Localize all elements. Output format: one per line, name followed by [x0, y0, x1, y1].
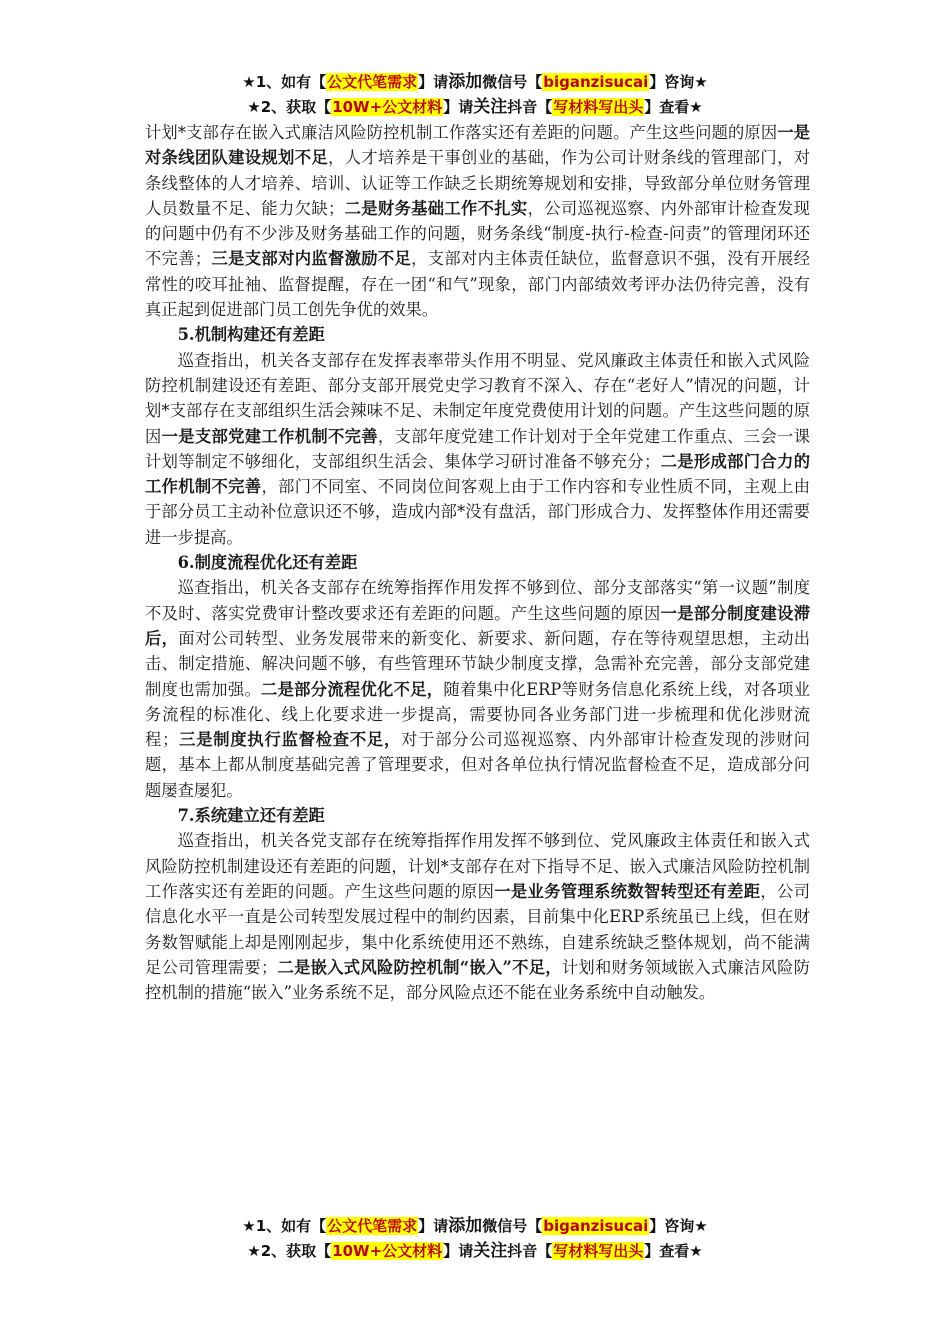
- highlight-text: 公文代笔需求: [327, 73, 418, 91]
- bold-text: 三是制度执行监督检查不足，: [178, 730, 402, 750]
- promo-text: 】查看★: [644, 1242, 703, 1260]
- text: ，公司信息化水平一直是公司转型发展过程中的制约因素，目前集中化ERP系统虽已上线，但在财务数智赋能上却是刚刚起步，集中化系统使用还不熟练，自建系统缺乏整体规划，尚不能满足公司管理需要；: [145, 881, 810, 977]
- promo-text: ★1、如有【: [242, 73, 327, 91]
- promo-text: 抖音【: [507, 1242, 553, 1260]
- text: 随着集中化ERP等财务信息化系统上线，对各项业务流程的标准化、线上化要求进一步提高，需要协同各业务部门进一步梳理和优化涉财流程；: [145, 679, 810, 750]
- highlight-text: biganzisucai: [543, 73, 649, 91]
- promo-text: 】咨询★: [649, 73, 708, 91]
- section-heading: 6.制度流程优化还有差距: [177, 553, 358, 573]
- promo-text: 】查看★: [644, 98, 703, 116]
- text: 巡查指出，机关各支部存在统筹指挥作用发挥不够到位、部分支部落实“第一议题”制度不及时、落实党费审计整改要求还有差距的问题。产生这些问题的原因: [145, 578, 810, 623]
- highlight-text: biganzisucai: [543, 1217, 649, 1235]
- section-heading: 5.机制构建还有差距: [177, 325, 325, 345]
- promo-text: 添加: [448, 72, 483, 92]
- promo-text: ★1、如有【: [242, 1217, 327, 1235]
- promo-text: ★2、获取【: [247, 98, 332, 116]
- promo-text: 】咨询★: [649, 1217, 708, 1235]
- highlight-text: 公文代笔需求: [327, 1217, 418, 1235]
- promo-line-2: [0, 1239, 950, 1264]
- promo-line-2: [0, 95, 950, 120]
- promo-text: ★2、获取【: [247, 1242, 332, 1260]
- bold-text: 一是业务管理系统数智转型还有差距: [494, 881, 761, 901]
- promo-text: 关注: [473, 1241, 508, 1261]
- promo-line-1: [0, 70, 950, 95]
- text: 计划*支部存在嵌入式廉洁风险防控机制工作落实还有差距的问题。产生这些问题的原因: [145, 123, 778, 142]
- text: 对于部分公司巡视巡察、内外部审计检查发现的涉财问题，基本上都从制度基础完善了管理要求，但对各单位执行情况监督检查不足，造成部分问题屡查屡犯。: [145, 730, 810, 800]
- text: ，人才培养是干事创业的基础，作为公司计财条线的管理部门，对条线整体的人才培养、培训、认证等工作缺乏长期统筹规划和安排，导致部分单位财务管理人员数量不足、能力欠缺；: [145, 148, 810, 218]
- promo-text: 关注: [473, 97, 508, 117]
- promo-footer: [0, 1214, 950, 1264]
- bold-text: 一是支部党建工作机制不完善: [161, 426, 378, 446]
- text: 巡查指出，机关各支部存在发挥表率带头作用不明显、党风廉政主体责任和嵌入式风险防控机制建设还有差距、部分支部开展党史学习教育不深入、存在“老好人”情况的问题，计划*支部存在支部组织生活会辣味不足、未制定年度党费使用计划的问题。产生这些问题的原因: [145, 350, 810, 446]
- bold-text: 二是嵌入式风险防控机制“嵌入”不足，: [277, 957, 562, 977]
- text: ，部门不同室、不同岗位间客观上由于工作内容和专业性质不同，主观上由于部分员工主动补位意识还不够，造成内部*没有盘活，部门形成合力、发挥整体作用还需要进一步提高。: [145, 477, 810, 547]
- highlight-text: 10W+公文材料: [332, 1242, 443, 1260]
- promo-text: 微信号【: [482, 73, 543, 91]
- bold-text: 二是形成部门合力的工作机制不完善: [145, 451, 810, 497]
- document-body: [145, 120, 810, 1005]
- bold-text: 一是对条线团队建设规划不足: [145, 123, 810, 168]
- highlight-text: 10W+公文材料: [332, 98, 443, 116]
- text: 面对公司转型、业务发展带来的新变化、新要求、新问题，存在等待观望思想，主动出击、制定措施、解决问题不够，有些管理环节缺少制度支撑，急需补充完善，部分支部党建制度也需加强。: [145, 628, 810, 699]
- bold-text: 三是支部对内监督激励不足: [211, 249, 412, 269]
- promo-text: 】请: [443, 1242, 474, 1260]
- section-heading: 7.系统建立还有差距: [177, 806, 325, 826]
- promo-text: 】请: [443, 98, 474, 116]
- paragraph: [145, 120, 810, 322]
- text: 巡查指出，机关各党支部存在统筹指挥作用发挥不够到位、党风廉政主体责任和嵌入式风险防控机制建设还有差距的问题，计划*支部存在对下指导不足、嵌入式廉洁风险防控机制工作落实还有差距的问题。产生这些问题的原因: [145, 831, 810, 901]
- text: ，支部年度党建工作计划对于全年党建工作重点、三会一课计划等制定不够细化，支部组织生活会、集体学习研讨准备不够充分；: [145, 426, 810, 471]
- promo-header: [0, 70, 950, 120]
- promo-text: 】请: [418, 73, 449, 91]
- paragraph: [145, 575, 810, 803]
- highlight-text: 写材料写出头: [553, 1242, 644, 1260]
- promo-text: 微信号【: [482, 1217, 543, 1235]
- text: ，支部对内主体责任缺位，监督意识不强，没有开展经常性的咬耳扯袖、监督提醒，存在一团“和气”现象，部门内部绩效考评办法仍待完善，没有真正起到促进部门员工创先争优的效果。: [145, 249, 810, 320]
- paragraph: [145, 348, 810, 550]
- promo-text: 抖音【: [507, 98, 553, 116]
- paragraph: [145, 828, 810, 1005]
- promo-text: 添加: [448, 1216, 483, 1236]
- text: ，公司巡视巡察、内外部审计检查发现的问题中仍有不少涉及财务基础工作的问题，财务条线“制度-执行-检查-问责”的管理闭环还不完善；: [145, 198, 810, 269]
- bold-text: 二是财务基础工作不扎实: [344, 198, 528, 218]
- highlight-text: 写材料写出头: [553, 98, 644, 116]
- promo-text: 】请: [418, 1217, 449, 1235]
- bold-text: 二是部分流程优化不足，: [261, 679, 444, 699]
- text: 计划和财务领域嵌入式廉洁风险防控机制的措施“嵌入”业务系统不足，部分风险点还不能在业务系统中自动触发。: [145, 957, 810, 1003]
- promo-line-1: [0, 1214, 950, 1239]
- bold-text: 一是部分制度建设滞后，: [145, 603, 810, 648]
